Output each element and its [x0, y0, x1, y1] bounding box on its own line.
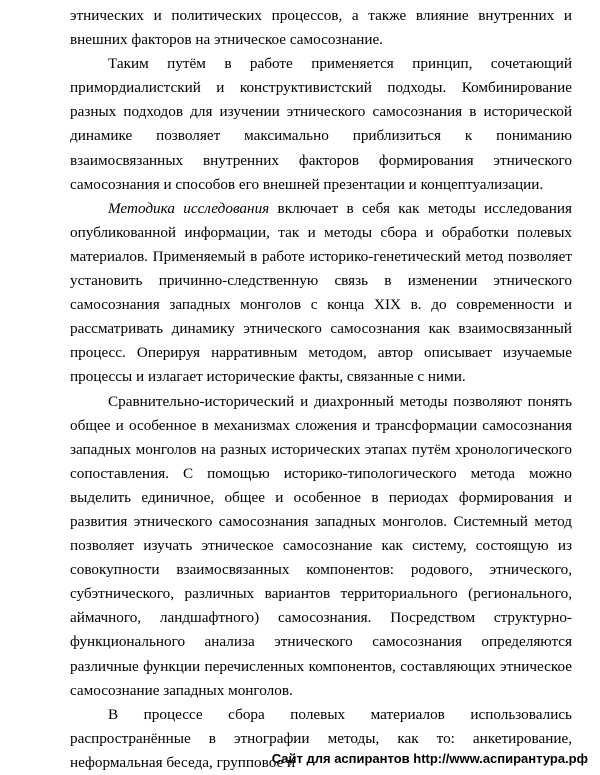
site-watermark: Сайт для аспирантов http://www.аспирантура.рф: [271, 751, 588, 766]
paragraph-field-methods: В процессе сбора полевых материалов использовались распространённые в этнографии методы, как то: анкетирование, неформальная беседа, групповое и: [70, 705, 572, 771]
paragraph-methodology: [70, 197, 572, 390]
paragraph-approach: Таким путём в работе применяется принцип, сочетающий примордиалистский и конструктивистский подходы. Комбинирование разных подходов для изучении этнического самосознания в исторической динамике позволяет максимально приблизиться к пониманию взаимосвязанных внутренних факторов формирования этнического самосознания и способов его внешней презентации и концептуализации.: [70, 55, 572, 193]
methodology-heading: Методика исследования: [108, 199, 270, 217]
paragraph-continuation: этнических и политических процессов, а также влияние внутренних и внешних факторов на этническое самосознание.: [70, 7, 572, 49]
methodology-text: включает в себя как методы исследования опубликованной информации, так и методы сбора и обработки полевых материалов. Применяемый в работе историко-генетический метод позволяет установить причинно-следственную связь в изменении этнического самосознания западных монголов с конца XIX в. до современности и рассматривать динамику этнического самосознания как взаимосвязанный процесс. Оперируя нарративным методом, автор описывает изучаемые процессы и излагает исторические факты, связанные с ними.: [70, 199, 573, 386]
paragraph-comparative-methods: Сравнительно-исторический и диахронный методы позволяют понять общее и особенное в механизмах сложения и трансформации самосознания западных монголов на разных исторических этапах путём хронологического сопоставления. С помощью историко-типологического метода можно выделить единичное, общее и особенное в периодах формирования и развития этнического самосознания западных монголов. Системный метод позволяет изучать этническое самосознание как систему, состоящую из совокупности взаимосвязанных компонентов: родового, этнического, субэтнического, различных вариантов территориального (регионального, аймачного, ландшафтного) самосознания. Посредством структурно-функционального анализа этнического самосознания определяются различные функции перечисленных компонентов, составляющих этническое самосознание западных монголов.: [70, 392, 572, 699]
